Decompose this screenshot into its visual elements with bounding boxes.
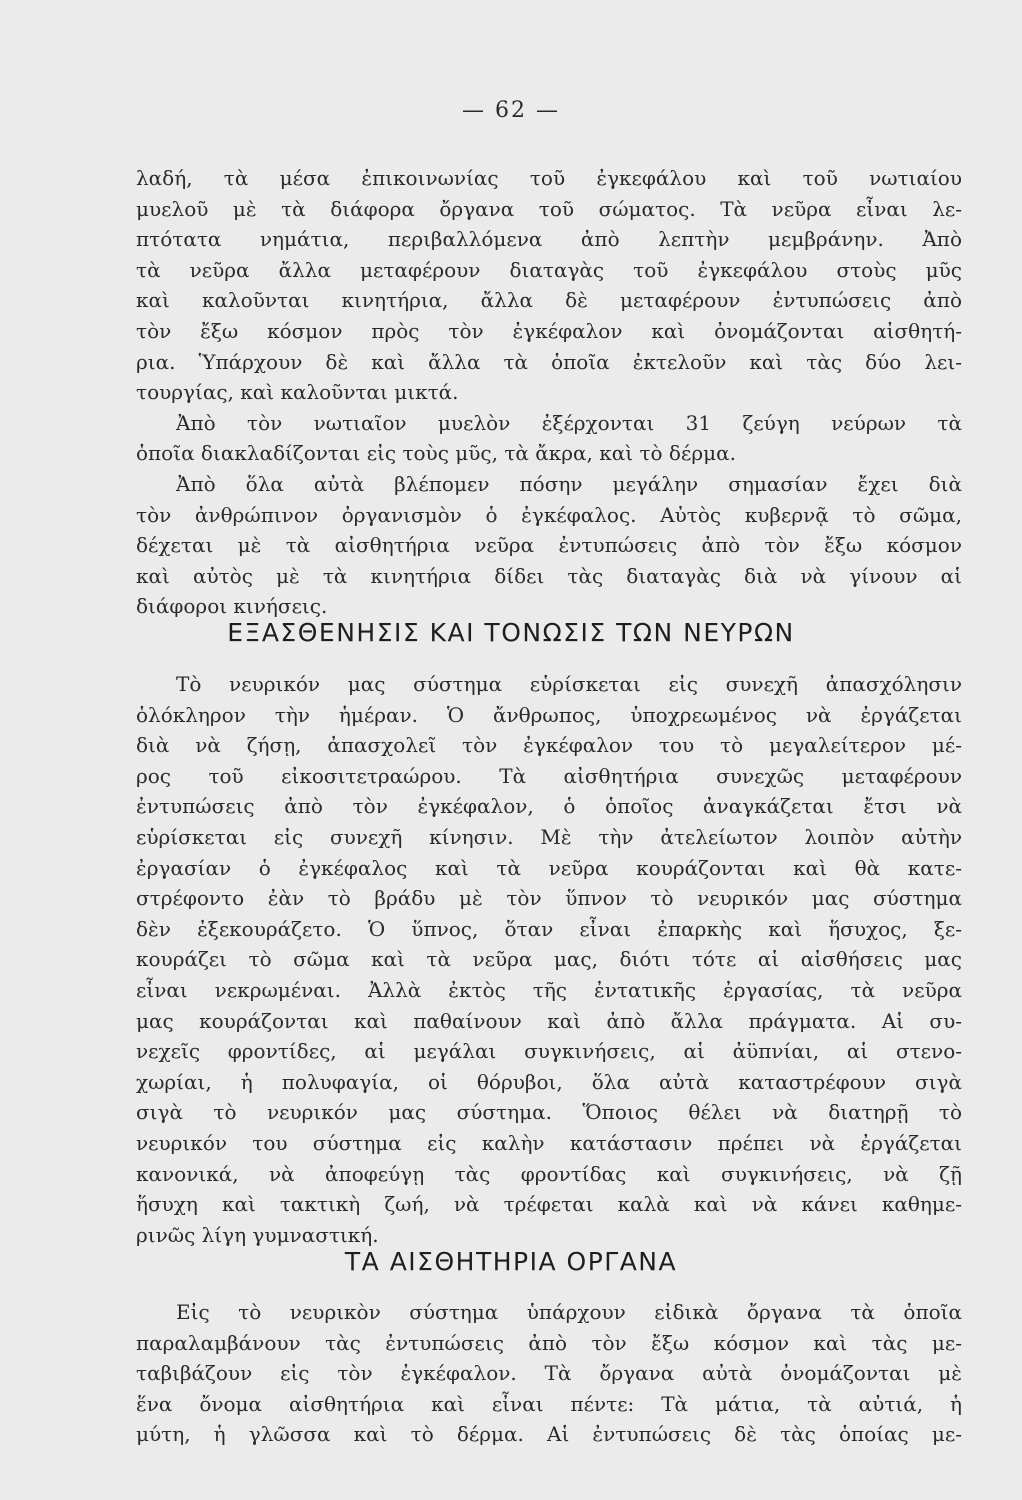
text-line: τὸν ἀνθρώπινον ὀργανισμὸν ὁ ἐγκέφαλος. Αὐτὸς κυβερνᾷ τὸ σῶμα, (136, 502, 962, 527)
text-line: κανονικά, νὰ ἀποφεύγῃ τὰς φροντίδας καὶ συγκινήσεις, νὰ ζῇ (136, 1161, 962, 1186)
text-line: διὰ νὰ ζήσῃ, ἀπασχολεῖ τὸν ἐγκέφαλον του τὸ μεγαλείτερον μέ- (136, 733, 962, 758)
section-nerve-weakening-body (136, 669, 962, 1250)
text-line: στρέφοντο ἐὰν τὸ βράδυ μὲ τὸν ὕπνον τὸ νευρικόν μας σύστημα (136, 886, 962, 911)
text-line: Ἀπὸ ὅλα αὐτὰ βλέπομεν πόσην μεγάλην σημασίαν ἔχει διὰ (176, 471, 962, 496)
text-line: κουράζει τὸ σῶμα καὶ τὰ νεῦρα μας, διότι τότε αἱ αἰσθήσεις μας (136, 947, 962, 972)
text-line: λαδή, τὰ μέσα ἐπικοινωνίας τοῦ ἐγκεφάλου καὶ τοῦ νωτιαίου (136, 166, 962, 190)
section-sense-organs-body (136, 1297, 962, 1450)
text-line: ἐργασίαν ὁ ἐγκέφαλος καὶ τὰ νεῦρα κουράζονται καὶ θὰ κατε- (136, 855, 962, 880)
text-line: πτότατα νημάτια, περιβαλλόμενα ἀπὸ λεπτὴν μεμβράνην. Ἀπὸ (136, 227, 962, 252)
text-line: παραλαμβάνουν τὰς ἐντυπώσεις ἀπὸ τὸν ἔξω κόσμον καὶ τὰς με- (136, 1330, 962, 1355)
text-line: Ἀπὸ τὸν νωτιαῖον μυελὸν ἐξέρχονται 31 ζεύγη νεύρων τὰ (176, 410, 962, 435)
text-line: τουργίας, καὶ καλοῦνται μικτά. (136, 380, 459, 405)
text-line: σιγὰ τὸ νευρικόν μας σύστημα. Ὅποιος θέλει νὰ διατηρῇ τὸ (136, 1100, 962, 1125)
text-line: ρια. Ὑπάρχουν δὲ καὶ ἄλλα τὰ ὁποῖα ἐκτελοῦν καὶ τὰς δύο λει- (136, 349, 962, 374)
text-line: ρινῶς λίγη γυμναστική. (136, 1222, 379, 1247)
text-line: καὶ καλοῦνται κινητήρια, ἄλλα δὲ μεταφέρουν ἐντυπώσεις ἀπὸ (136, 288, 962, 313)
text-line: τὸν ἔξω κόσμον πρὸς τὸν ἐγκέφαλον καὶ ὀνομάζονται αἰσθητή- (136, 318, 962, 343)
page-number: — 62 — (462, 98, 560, 123)
text-line: καὶ αὐτὸς μὲ τὰ κινητήρια δίδει τὰς διαταγὰς διὰ νὰ γίνουν αἱ (136, 563, 962, 588)
text-line: μύτη, ἡ γλῶσσα καὶ τὸ δέρμα. Αἱ ἐντυπώσεις δὲ τὰς ὁποίας με- (136, 1422, 962, 1447)
text-line: δὲν ἐξεκουράζετο. Ὁ ὕπνος, ὅταν εἶναι ἐπαρκὴς καὶ ἥσυχος, ξε- (136, 916, 962, 941)
text-line: Εἰς τὸ νευρικὸν σύστημα ὑπάρχουν εἰδικὰ ὄργανα τὰ ὁποῖα (176, 1300, 962, 1324)
text-line: μας κουράζονται καὶ παθαίνουν καὶ ἀπὸ ἄλλα πράγματα. Αἱ συ- (136, 1008, 962, 1033)
text-line: ἐντυπώσεις ἀπὸ τὸν ἐγκέφαλον, ὁ ὁποῖος ἀναγκάζεται ἔτσι νὰ (136, 794, 962, 819)
text-line: ρος τοῦ εἰκοσιτετραώρου. Τὰ αἰσθητήρια συνεχῶς μεταφέρουν (136, 763, 962, 788)
text-line: ἥσυχη καὶ τακτικὴ ζωή, νὰ τρέφεται καλὰ καὶ νὰ κάνει καθημε- (136, 1192, 962, 1217)
text-line: χωρίαι, ἡ πολυφαγία, οἱ θόρυβοι, ὅλα αὐτὰ καταστρέφουν σιγὰ (136, 1069, 962, 1094)
text-line: ὁποῖα διακλαδίζονται εἰς τοὺς μῦς, τὰ ἄκρα, καὶ τὸ δέρμα. (136, 441, 736, 466)
text-line: ἕνα ὄνομα αἰσθητήρια καὶ εἶναι πέντε: Τὰ μάτια, τὰ αὐτιά, ἡ (136, 1391, 962, 1416)
text-line: ὁλόκληρον τὴν ἡμέραν. Ὁ ἄνθρωπος, ὑποχρεωμένος νὰ ἐργάζεται (136, 702, 962, 727)
text-line: δέχεται μὲ τὰ αἰσθητήρια νεῦρα ἐντυπώσεις ἀπὸ τὸν ἔξω κόσμον (136, 533, 962, 558)
text-line: νευρικόν του σύστημα εἰς καλὴν κατάστασιν πρέπει νὰ ἐργάζεται (136, 1130, 962, 1155)
text-line: μυελοῦ μὲ τὰ διάφορα ὄργανα τοῦ σώματος. Τὰ νεῦρα εἶναι λε- (136, 196, 962, 221)
text-line: τὰ νεῦρα ἄλλα μεταφέρουν διαταγὰς τοῦ ἐγκεφάλου στοὺς μῦς (136, 257, 962, 282)
text-line: εἶναι νεκρωμέναι. Ἀλλὰ ἐκτὸς τῆς ἐντατικῆς ἐργασίας, τὰ νεῦρα (136, 977, 962, 1002)
text-line: Τὸ νευρικόν μας σύστημα εὑρίσκεται εἰς συνεχῆ ἀπασχόλησιν (176, 672, 962, 696)
heading-nerve-weakening: ΕΞΑΣΘΕΝΗΣΙΣ ΚΑΙ ΤΟΝΩΣΙΣ ΤΩΝ ΝΕΥΡΩΝ (227, 618, 795, 647)
text-line: διάφοροι κινήσεις. (136, 594, 328, 619)
text-line: εὑρίσκεται εἰς συνεχῆ κίνησιν. Μὲ τὴν ἀτελείωτον λοιπὸν αὐτὴν (136, 824, 962, 849)
heading-sense-organs: ΤΑ ΑΙΣΘΗΤΗΡΙΑ ΟΡΓΑΝΑ (344, 1247, 678, 1276)
section-nerves-continued (136, 163, 962, 622)
text-line: ταβιβάζουν εἰς τὸν ἐγκέφαλον. Τὰ ὄργανα αὐτὰ ὀνομάζονται μὲ (136, 1361, 962, 1386)
text-line: νεχεῖς φροντίδες, αἱ μεγάλαι συγκινήσεις, αἱ ἀϋπνίαι, αἱ στενο- (136, 1039, 962, 1064)
